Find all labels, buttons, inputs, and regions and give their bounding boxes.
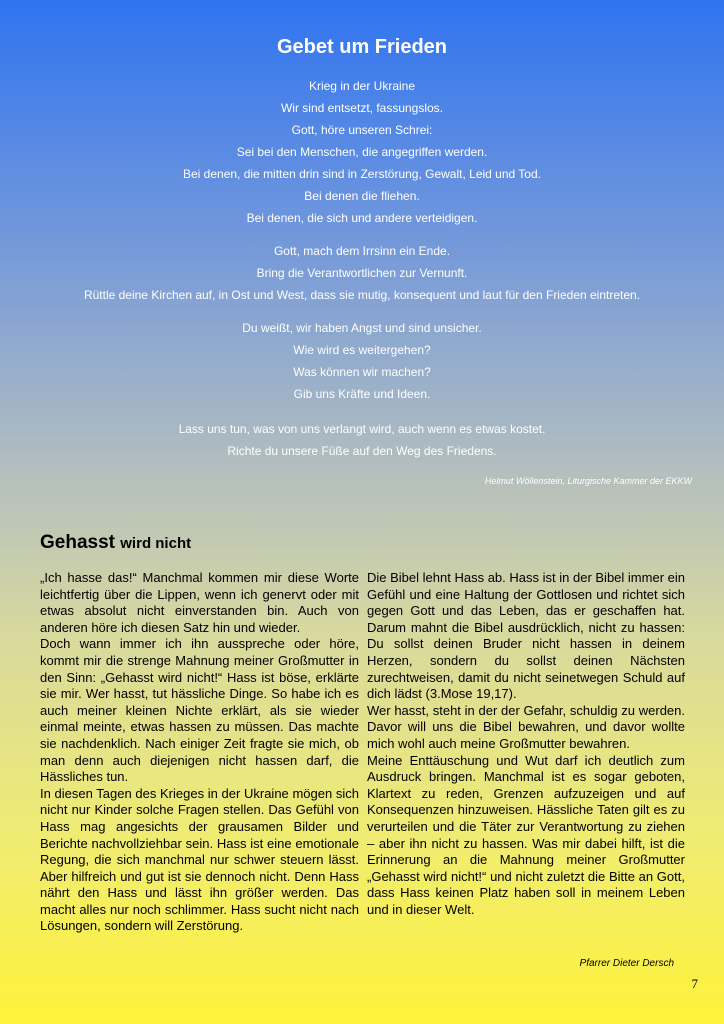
article-paragraph: Die Bibel lehnt Hass ab. Hass ist in der Bibel immer ein Gefühl und eine Haltung der Gottlosen und richtet sich gegen Gott und das Leben, das er geschaffen hat. Darum mahnt die Bibel ausdrücklich, nicht zu hassen: Du sollst deinen Bruder nicht hassen in deinem Herzen, sondern du sollst deinen Nächsten zurechtweisen, damit du nicht seinetwegen Schuld auf dich lädst (3.Mose 19,17). [367, 570, 685, 702]
prayer-line: Wir sind entsetzt, fassungslos. [280, 101, 444, 115]
prayer-line: Was können wir machen? [293, 365, 431, 379]
article-paragraph: Meine Enttäuschung und Wut darf ich deutlich zum Ausdruck bringen. Manchmal ist es sogar geboten, Klartext zu reden, Grenzen aufzuzeigen und auf Konsequenzen hinzuweisen. Hässliche Taten gilt es zu verurteilen und die Täter zur Verantwortung zu ziehen – aber ihn nicht zu hassen. Was mir dabei hilft, ist die Erinnerung an die Mahnung meiner Großmutter „Gehasst wird nicht!“ und nicht zuletzt die Bitte an Gott, dass Hass keinen Platz haben soll in meinem Leben und in dieser Welt. [367, 752, 685, 917]
prayer-line: Bei denen, die mitten drin sind in Zerstörung, Gewalt, Leid und Tod. [183, 167, 541, 181]
article-title-main: Gehasst [40, 532, 115, 553]
article-column-left [40, 570, 359, 935]
article-paragraph: Doch wann immer ich ihn ausspreche oder höre, kommt mir die strenge Mahnung meiner Großmutter in den Sinn: „Gehasst wird nicht!“ Hass ist böse, erklärte sie mir. Wer hasst, tut hässliche Dinge. So habe ich es auch meiner kleinen Nichte erklärt, als sie wieder einmal meinte, etwas hassen zu müssen. Das machte sie nachdenklich. Nach einiger Zeit fragte sie mich, ob man denn auch diejenigen nicht hassen darf, die Hässliches tun. [40, 636, 359, 785]
article-paragraph: Wer hasst, steht in der der Gefahr, schuldig zu werden. Davor will uns die Bibel bewahren, und davor wollte mich wohl auch meine Großmutter bewahren. [367, 702, 685, 751]
prayer-line: Gib uns Kräfte und Ideen. [293, 387, 431, 401]
article-column-right [367, 570, 685, 918]
prayer-line: Krieg in der Ukraine [308, 79, 416, 93]
prayer-line: Richte du unsere Füße auf den Weg des Friedens. [227, 444, 497, 458]
page-number: 7 [691, 976, 698, 991]
article-title-rest: wird nicht [120, 535, 192, 552]
prayer-line: Bei denen, die sich und andere verteidigen. [246, 211, 478, 225]
prayer-line: Lass uns tun, was von uns verlangt wird, auch wenn es etwas kostet. [178, 422, 546, 436]
prayer-attribution: Helmut Wöllenstein, Liturgische Kammer der EKKW [484, 476, 692, 486]
prayer-line: Du weißt, wir haben Angst und sind unsicher. [242, 321, 482, 335]
prayer-line: Bring die Verantwortlichen zur Vernunft. [256, 266, 468, 280]
article-title [40, 532, 191, 554]
prayer-stanza-4 [0, 418, 724, 462]
prayer-line: Gott, höre unseren Schrei: [291, 123, 433, 137]
article-paragraph: In diesen Tagen des Krieges in der Ukraine mögen sich nicht nur Kinder solche Fragen stellen. Das Gefühl von Hass mag angesichts der grausamen Bilder und Berichte nachvollziehbar sein. Hass ist eine emotionale Regung, die sich manchmal nur schwer steuern lässt. Aber hilfreich und gut ist sie dennoch nicht. Denn Hass nährt den Hass und lässt ihn größer werden. Das macht alles nur noch schlimmer. Hass sucht nicht nach Lösungen, sondern will Zerstörung. [40, 785, 359, 934]
prayer-line: Wie wird es weitergehen? [293, 343, 431, 357]
article-paragraph: „Ich hasse das!“ Manchmal kommen mir diese Worte leichtfertig über die Lippen, wenn ich genervt oder mit etwas absolut nicht einverstanden bin. Auch von anderen höre ich diesen Satz hin und wieder. [40, 570, 359, 635]
prayer-title: Gebet um Frieden [276, 36, 448, 58]
prayer-line: Rüttle deine Kirchen auf, in Ost und West, dass sie mutig, konsequent und laut für den Frieden eintreten. [83, 288, 641, 302]
prayer-stanza-3 [0, 317, 724, 405]
article-author: Pfarrer Dieter Dersch [579, 958, 674, 969]
prayer-stanza-1 [0, 75, 724, 229]
prayer-line: Gott, mach dem Irrsinn ein Ende. [273, 244, 451, 258]
prayer-line: Bei denen die fliehen. [304, 189, 420, 203]
prayer-stanza-2 [0, 240, 724, 306]
prayer-line: Sei bei den Menschen, die angegriffen werden. [236, 145, 488, 159]
